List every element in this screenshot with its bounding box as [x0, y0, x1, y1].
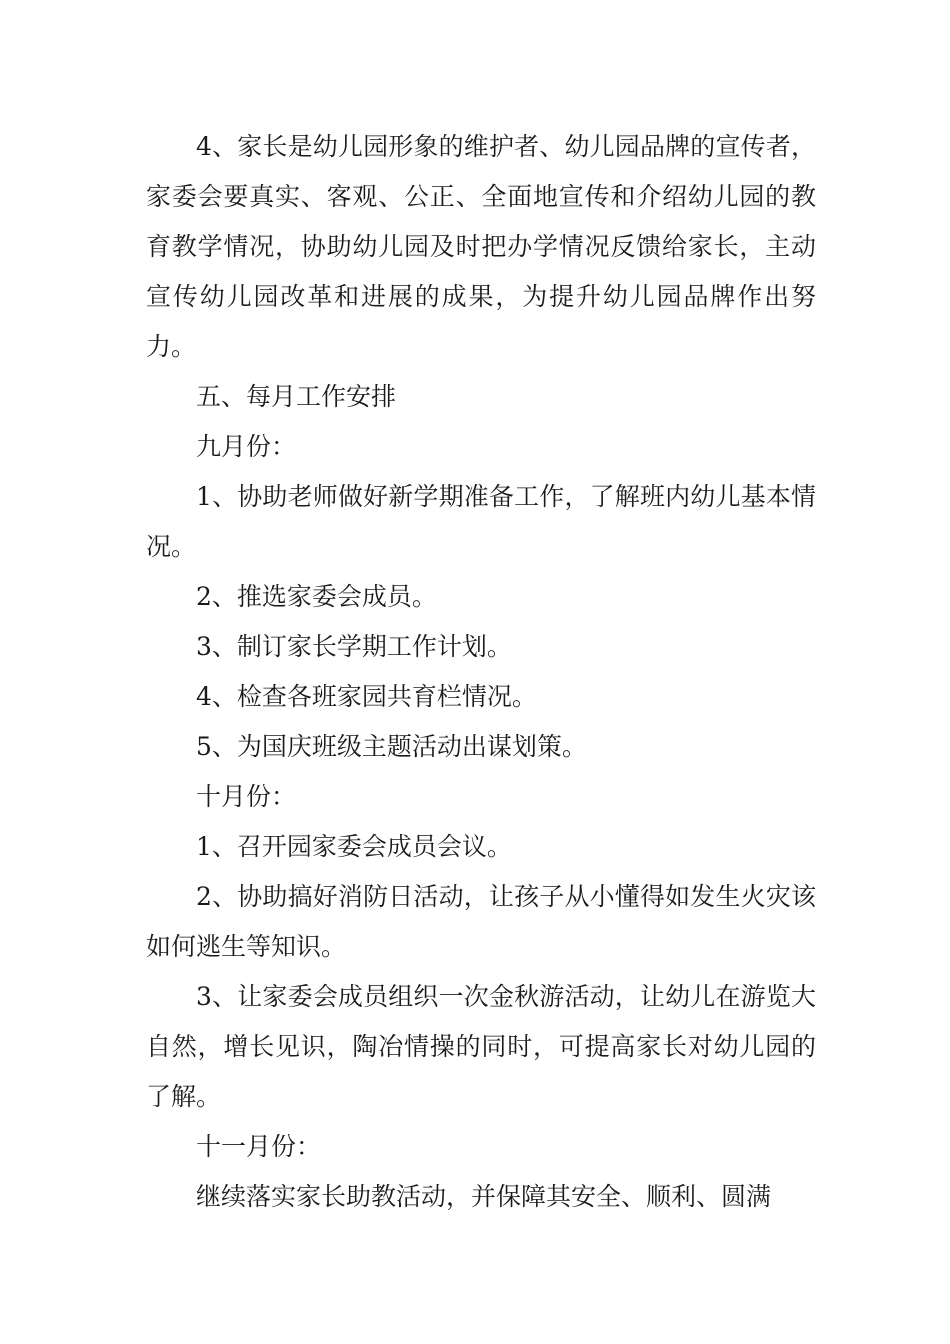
- section-heading-monthly-plan: 五、每月工作安排: [196, 382, 397, 411]
- list-item: 2、推选家委会成员。: [196, 582, 437, 611]
- list-item: 3、制订家长学期工作计划。: [196, 632, 512, 661]
- list-item: 5、为国庆班级主题活动出谋划策。: [196, 732, 587, 761]
- list-item: 1、召开园家委会成员会议。: [196, 832, 512, 861]
- document-body: [146, 122, 816, 1222]
- list-item: 3、让家委会成员组织一次金秋游活动，让幼儿在游览大自然，增长见识，陶冶情操的同时，可提高家长对幼儿园的了解。: [146, 982, 816, 1111]
- paragraph-parent-role: 4、家长是幼儿园形象的维护者、幼儿园品牌的宣传者，家委会要真实、客观、公正、全面地宣传和介绍幼儿园的教育教学情况，协助幼儿园及时把办学情况反馈给家长，主动宣传幼儿园改革和进展的成果，为提升幼儿园品牌作出努力。: [146, 132, 816, 361]
- month-heading-october: 十月份：: [196, 782, 297, 811]
- list-item: 1、协助老师做好新学期准备工作，了解班内幼儿基本情况。: [146, 482, 816, 561]
- month-heading-september: 九月份：: [196, 432, 297, 461]
- list-item: 2、协助搞好消防日活动，让孩子从小懂得如发生火灾该如何逃生等知识。: [146, 882, 816, 961]
- paragraph-november-plan: 继续落实家长助教活动，并保障其安全、顺利、圆满: [196, 1182, 772, 1211]
- list-item: 4、检查各班家园共育栏情况。: [196, 682, 537, 711]
- month-heading-november: 十一月份：: [196, 1132, 322, 1161]
